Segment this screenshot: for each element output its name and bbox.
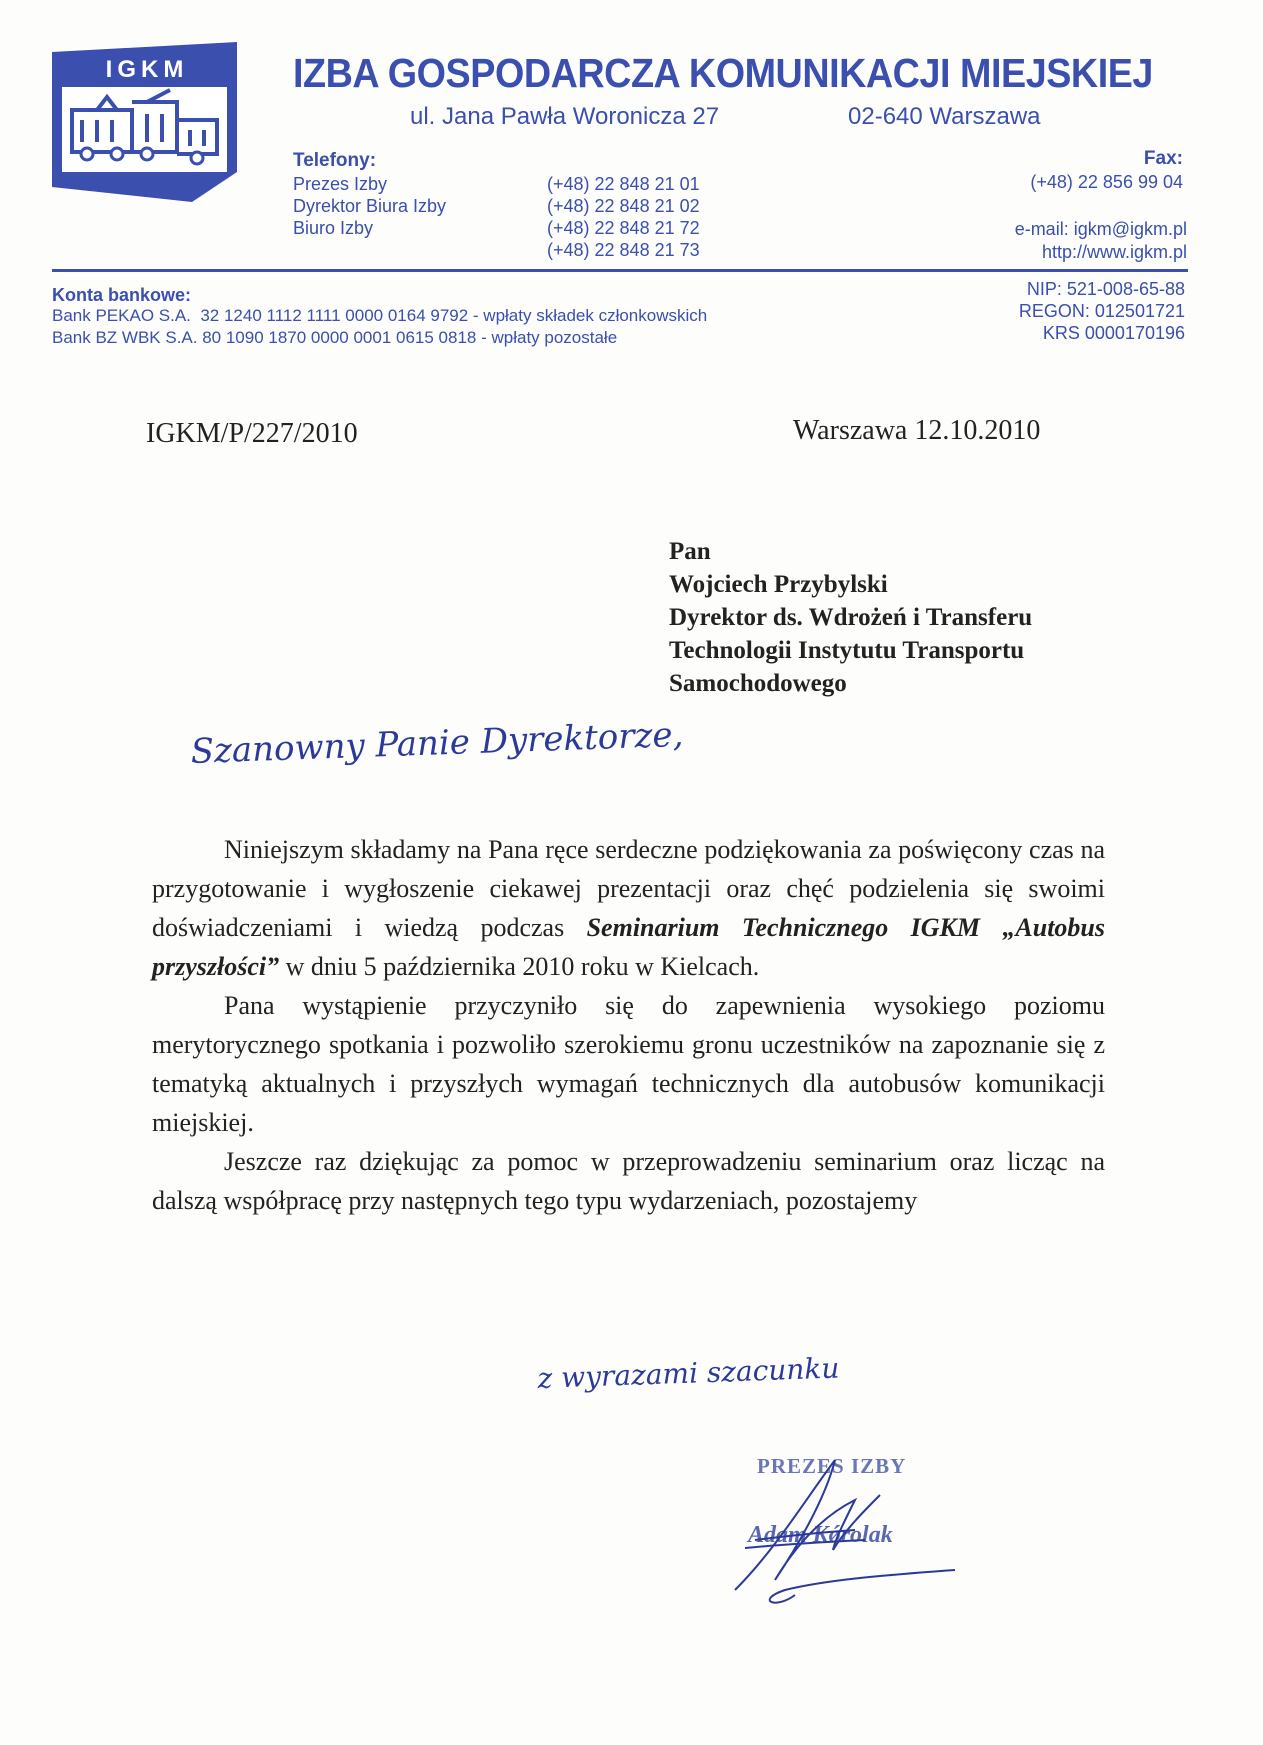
signature (715, 1440, 965, 1620)
fax-title: Fax: (1143, 148, 1183, 169)
bank-accounts (52, 305, 707, 349)
recipient-line: Pan (669, 538, 711, 565)
website-link[interactable]: http://www.igkm.pl (1041, 242, 1187, 262)
bank-account-line: Bank PEKAO S.A. 32 1240 1112 1111 0000 0164 9792 - wpłaty składek członkowskich (52, 306, 708, 325)
event-name: Seminarium Technicznego IGKM „Autobus przyszłości” (152, 913, 1105, 981)
paragraph-2: Pana wystąpienie przyczyniło się do zapewnienia wysokiego poziomu merytorycznego spotkania i pozwoliło szerokiemu gronu uczestników na zapoznanie się z tematyką aktualnych i przyszłych wymagań technicznych dla autobusów komunikacji miejskiej. (152, 991, 1105, 1137)
phone-label: Biuro Izby (293, 218, 374, 238)
handwritten-salutation: Szanowny Panie Dyrektorze, (190, 714, 684, 772)
city: 02-640 Warszawa (848, 103, 1041, 130)
regon: REGON: 012501721 (1018, 301, 1185, 321)
recipient-line: Technologii Instytutu Transportu (669, 637, 1025, 664)
krs: KRS 0000170196 (1042, 323, 1185, 343)
company-identifiers (1019, 278, 1185, 344)
paragraph-3: Jeszcze raz dziękując za pomoc w przeprowadzeniu seminarium oraz licząc na dalszą współpracę przy następnych tego typu wydarzeniach, pozostajemy (152, 1147, 1105, 1215)
phone-label: Dyrektor Biura Izby (293, 196, 447, 216)
phone-number: (+48) 22 848 21 73 (547, 240, 700, 260)
paragraph-text: Niniejszym składamy na Pana ręce serdeczne podziękowania za poświęcony czas na przygotowanie i wygłoszenie ciekawej prezentacji oraz chęć podzielenia się swoimi doświadczeniami i wiedzą podczas (152, 835, 1105, 942)
email-link[interactable]: e-mail: igkm@igkm.pl (1014, 219, 1187, 239)
logo-text: IGKM (105, 56, 189, 83)
recipient-block (669, 535, 1032, 700)
organization-name: IZBA GOSPODARCZA KOMUNIKACJI MIEJSKIEJ (293, 50, 1153, 96)
letter-date: Warszawa 12.10.2010 (793, 415, 1041, 446)
fax-number: (+48) 22 856 99 04 (1030, 172, 1183, 192)
paragraph-text: w dniu 5 października 2010 roku w Kielcach. (279, 952, 760, 981)
stamp-name: Adam Kǿrolak (748, 1522, 893, 1548)
nip: NIP: 521-008-65-88 (1026, 279, 1185, 299)
recipient-line: Wojciech Przybylski (669, 571, 888, 598)
header-divider (52, 269, 1188, 272)
recipient-line: Samochodowego (669, 670, 847, 697)
phone-number: (+48) 22 848 21 01 (547, 174, 700, 194)
paragraph-1 (152, 830, 1105, 986)
handwritten-closing: z wyrazami szacunku (537, 1351, 840, 1395)
phone-label: Prezes Izby (293, 174, 388, 194)
phone-number: (+48) 22 848 21 02 (547, 196, 700, 216)
phone-labels (293, 173, 446, 239)
reference-number: IGKM/P/227/2010 (146, 418, 358, 449)
igkm-logo (52, 42, 252, 232)
stamp-title: PREZES IZBY (757, 1454, 907, 1478)
bank-account-line: Bank BZ WBK S.A. 80 1090 1870 0000 0001 0615 0818 - wpłaty pozostałe (52, 328, 618, 347)
recipient-line: Dyrektor ds. Wdrożeń i Transferu (669, 604, 1033, 631)
address: ul. Jana Pawła Woronicza 27 (410, 103, 720, 130)
phones-title: Telefony: (293, 150, 377, 171)
phone-number: (+48) 22 848 21 72 (547, 218, 700, 238)
bank-accounts-title: Konta bankowe: (52, 285, 192, 305)
phone-numbers (547, 173, 700, 261)
letter-body (152, 830, 1105, 1220)
